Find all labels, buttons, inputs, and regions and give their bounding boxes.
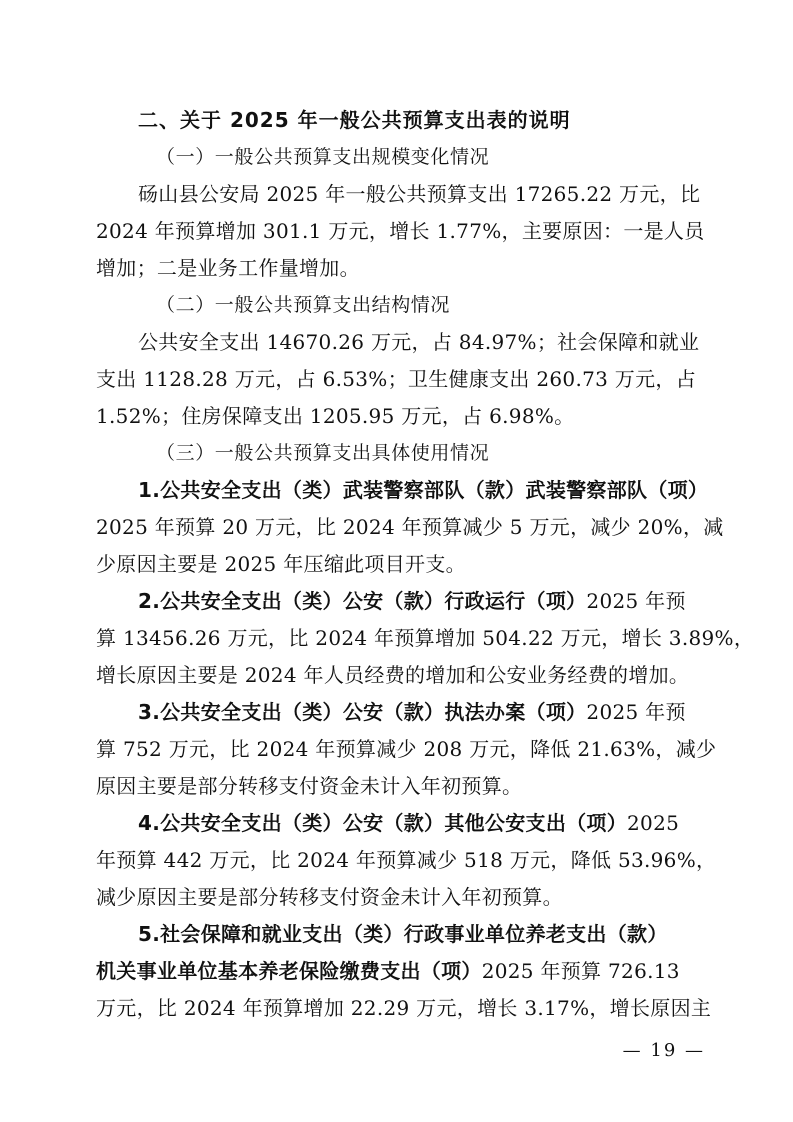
item3-first-rest: 2025 年预 xyxy=(586,700,686,724)
section2-title: （二）一般公共预算支出结构情况 xyxy=(156,294,451,316)
item3-line-2: 原因主要是部分转移支付资金未计入年初预算。 xyxy=(96,774,523,798)
document-page xyxy=(96,102,755,1027)
page-number: — 19 — xyxy=(622,1040,705,1061)
item4-line-1: 年预算 442 万元，比 2024 年预算减少 518 万元，降低 53.96%， xyxy=(96,848,717,872)
section1-line-3: 增加；二是业务工作量增加。 xyxy=(96,256,360,280)
section2-line-1: 公共安全支出 14670.26 万元，占 84.97%；社会保障和就业 xyxy=(138,330,700,354)
item2-first-rest: 2025 年预 xyxy=(586,589,686,613)
item3-line-1: 算 752 万元，比 2024 年预算减少 208 万元，降低 21.63%，减少 xyxy=(96,737,717,761)
item5-line-1: 万元，比 2024 年预算增加 22.29 万元，增长 3.17%，增长原因主 xyxy=(96,996,712,1020)
item4-first-line xyxy=(138,805,702,842)
item1-heading: 1.公共安全支出（类）武装警察部队（款）武装警察部队（项） xyxy=(138,478,709,502)
section1-title: （一）一般公共预算支出规模变化情况 xyxy=(156,146,490,168)
item3-first-line xyxy=(138,694,702,731)
item4-first-rest: 2025 xyxy=(627,811,680,835)
section1-line-2: 2024 年预算增加 301.1 万元，增长 1.77%，主要原因：一是人员 xyxy=(96,219,705,243)
item2-first-line xyxy=(138,583,702,620)
item2-line-2: 增长原因主要是 2024 年人员经费的增加和公安业务经费的增加。 xyxy=(96,663,690,687)
section3-title: （三）一般公共预算支出具体使用情况 xyxy=(156,442,490,464)
item2-heading: 2.公共安全支出（类）公安（款）行政运行（项） xyxy=(138,589,587,613)
section-heading: 二、关于 2025 年一般公共预算支出表的说明 xyxy=(138,108,571,132)
item2-line-1: 算 13456.26 万元，比 2024 年预算增加 504.22 万元，增长 3.89%， xyxy=(96,626,755,650)
section1-line-1: 砀山县公安局 2025 年一般公共预算支出 17265.22 万元，比 xyxy=(138,182,701,206)
item5-first-line xyxy=(138,916,702,953)
item4-line-2: 减少原因主要是部分转移支付资金未计入年初预算。 xyxy=(96,885,563,909)
item5-heading-continued: 机关事业单位基本养老保险缴费支出（项） xyxy=(96,959,482,983)
item1-line-2: 少原因主要是 2025 年压缩此项目开支。 xyxy=(96,552,466,576)
section2-line-3: 1.52%；住房保障支出 1205.95 万元，占 6.98%。 xyxy=(96,404,575,428)
item1-first-line xyxy=(138,472,709,509)
item5-second-rest: 2025 年预算 726.13 xyxy=(481,959,680,983)
item1-line-1: 2025 年预算 20 万元，比 2024 年预算减少 5 万元，减少 20%，减 xyxy=(96,515,724,539)
section2-line-2: 支出 1128.28 万元，占 6.53%；卫生健康支出 260.73 万元，占 xyxy=(96,367,697,391)
item5-heading: 5.社会保障和就业支出（类）行政事业单位养老支出（款） xyxy=(138,922,668,946)
item4-heading: 4.公共安全支出（类）公安（款）其他公安支出（项） xyxy=(138,811,628,835)
item5-second-line xyxy=(96,953,702,990)
item3-heading: 3.公共安全支出（类）公安（款）执法办案（项） xyxy=(138,700,587,724)
